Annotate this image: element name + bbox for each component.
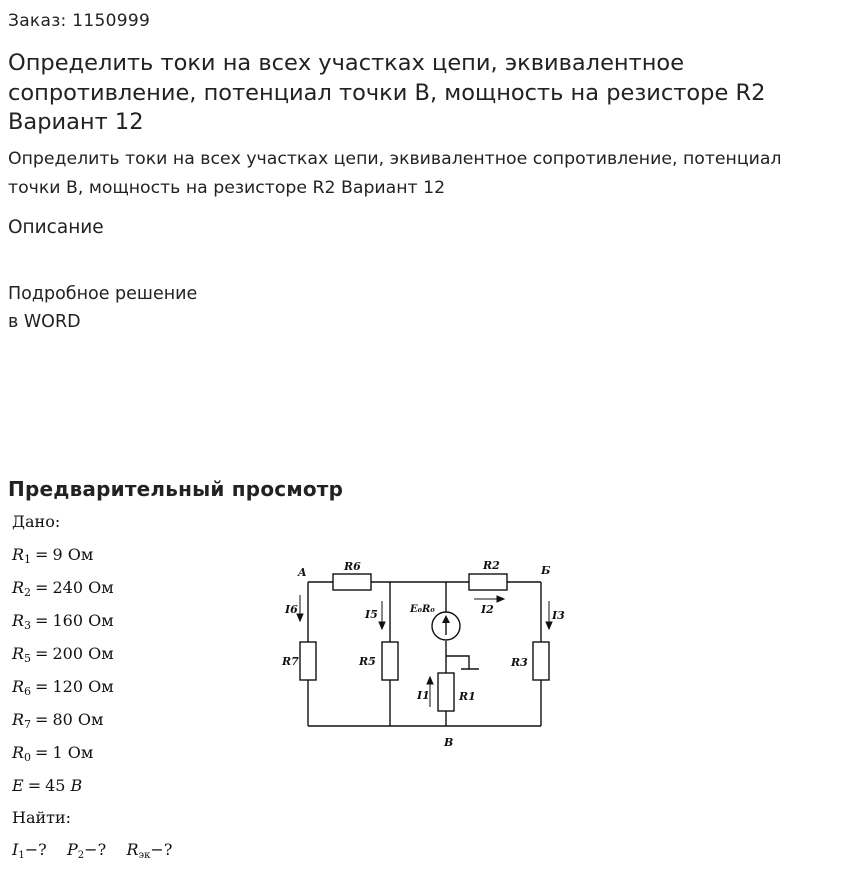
source-label: E₀R₀ [410, 604, 435, 615]
description-heading: Описание [8, 217, 104, 238]
preview-heading: Предварительный просмотр [8, 477, 344, 501]
description-line-2: в WORD [8, 312, 81, 332]
given-item: $R_7 = 80$ Ом [12, 710, 104, 731]
r7-label: R7 [282, 655, 299, 668]
i5-label: I5 [365, 608, 378, 621]
resistor-r1 [438, 673, 454, 711]
r2-label: R2 [483, 559, 500, 572]
given-item: E = 45 В [12, 776, 83, 795]
i3-label: I3 [552, 609, 565, 622]
given-item: $R_6 = 120$ Ом [12, 677, 114, 698]
given-label: Дано: [12, 512, 61, 531]
node-v-label: В [444, 736, 454, 749]
find-list: $I_1-$? $P_2-$? $R_{эк}-$? [12, 840, 173, 861]
resistor-r7 [300, 642, 316, 680]
arrow-i6-head [297, 614, 303, 621]
r3-label: R3 [511, 656, 528, 669]
circuit-diagram [270, 555, 570, 755]
node-a-label: A [298, 566, 307, 579]
given-item: $R_3 = 160$ Ом [12, 611, 114, 632]
given-item: $R_5 = 200$ Ом [12, 644, 114, 665]
r6-label: R6 [344, 560, 361, 573]
resistor-r3 [533, 642, 549, 680]
resistor-r6 [333, 574, 371, 590]
page-subtitle: Определить токи на всех участках цепи, эквивалентное сопротивление, потенциал точки В, мощность на резисторе R2 Вариант 12 [8, 149, 782, 198]
order-number: Заказ: 1150999 [8, 11, 151, 31]
arrow-i1-head [427, 677, 433, 684]
page-title: Определить токи на всех участках цепи, эквивалентное сопротивление, потенциал точки В, мощность на резисторе R2 Вариант 12 [8, 50, 766, 135]
r5-label: R5 [359, 655, 376, 668]
arrow-i3-head [546, 622, 552, 629]
arrow-i5-head [379, 622, 385, 629]
i6-label: I6 [285, 603, 298, 616]
given-item: $R_0 = 1$ Ом [12, 743, 94, 764]
i1-label: I1 [417, 689, 430, 702]
resistor-r5 [382, 642, 398, 680]
arrow-i2-head [497, 596, 504, 602]
circuit-labels [281, 559, 565, 749]
given-item: $R_2 = 240$ Ом [12, 578, 114, 599]
voltage-source [432, 612, 460, 640]
find-label: Найти: [12, 808, 72, 827]
r1-label: R1 [459, 690, 476, 703]
resistor-r2 [469, 574, 507, 590]
node-b-label: Б [541, 564, 551, 577]
given-item: $R_1 = 9$ Ом [12, 545, 94, 566]
description-line-1: Подробное решение [8, 284, 198, 304]
description-text [8, 280, 197, 336]
i2-label: I2 [481, 603, 494, 616]
